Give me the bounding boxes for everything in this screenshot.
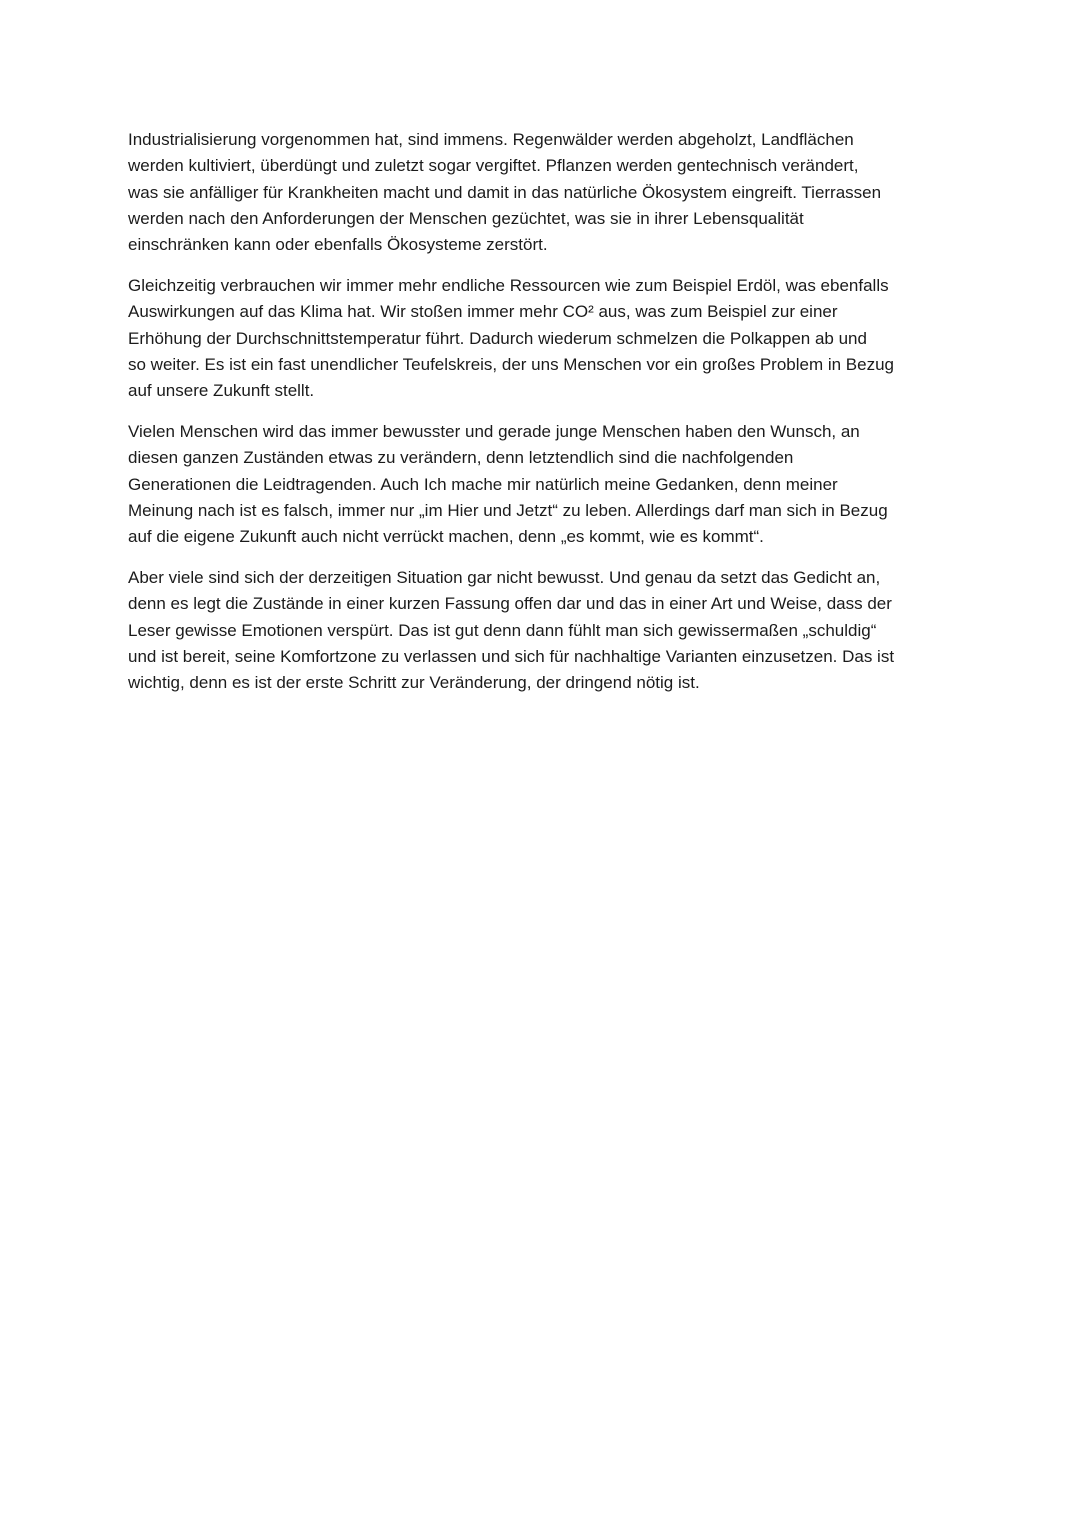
- document-body: [128, 127, 958, 711]
- paragraph-1: Industrialisierung vorgenommen hat, sind immens. Regenwälder werden abgeholzt, Landflächen werden kultiviert, überdüngt und zuletzt sogar vergiftet. Pflanzen werden gentechnisch verändert, was sie anfälliger für Krankheiten macht und damit in das natürliche Ökosystem eingreift. Tierrassen werden nach den Anforderungen der Menschen gezüchtet, was sie in ihrer Lebensqualität einschränken kann oder ebenfalls Ökosysteme zerstört.: [128, 130, 882, 255]
- paragraph-2: Gleichzeitig verbrauchen wir immer mehr endliche Ressourcen wie zum Beispiel Erdöl, was ebenfalls Auswirkungen auf das Klima hat. Wir stoßen immer mehr CO² aus, was zum Beispiel zur einer Erhöhung der Durchschnittstemperatur führt. Dadurch wiederum schmelzen die Polkappen ab und so weiter. Es ist ein fast unendlicher Teufelskreis, der uns Menschen vor ein großes Problem in Bezug auf unsere Zukunft stellt.: [128, 275, 895, 401]
- paragraph-3: Vielen Menschen wird das immer bewusster und gerade junge Menschen haben den Wunsch, an diesen ganzen Zuständen etwas zu verändern, denn letztendlich sind die nachfolgenden Generationen die Leidtragenden. Auch Ich mache mir natürlich meine Gedanken, denn meiner Meinung nach ist es falsch, immer nur „im Hier und Jetzt“ zu leben. Allerdings darf man sich in Bezug auf die eigene Zukunft auch nicht verrückt machen, denn „es kommt, wie es kommt“.: [128, 421, 888, 547]
- paragraph-4: Aber viele sind sich der derzeitigen Situation gar nicht bewusst. Und genau da setzt das Gedicht an, denn es legt die Zustände in einer kurzen Fassung offen dar und das in einer Art und Weise, dass der Leser gewisse Emotionen verspürt. Das ist gut denn dann fühlt man sich gewissermaßen „schuldig“ und ist bereit, seine Komfortzone zu verlassen und sich für nachhaltige Varianten einzusetzen. Das ist wichtig, denn es ist der erste Schritt zur Veränderung, der dringend nötig ist.: [128, 567, 895, 693]
